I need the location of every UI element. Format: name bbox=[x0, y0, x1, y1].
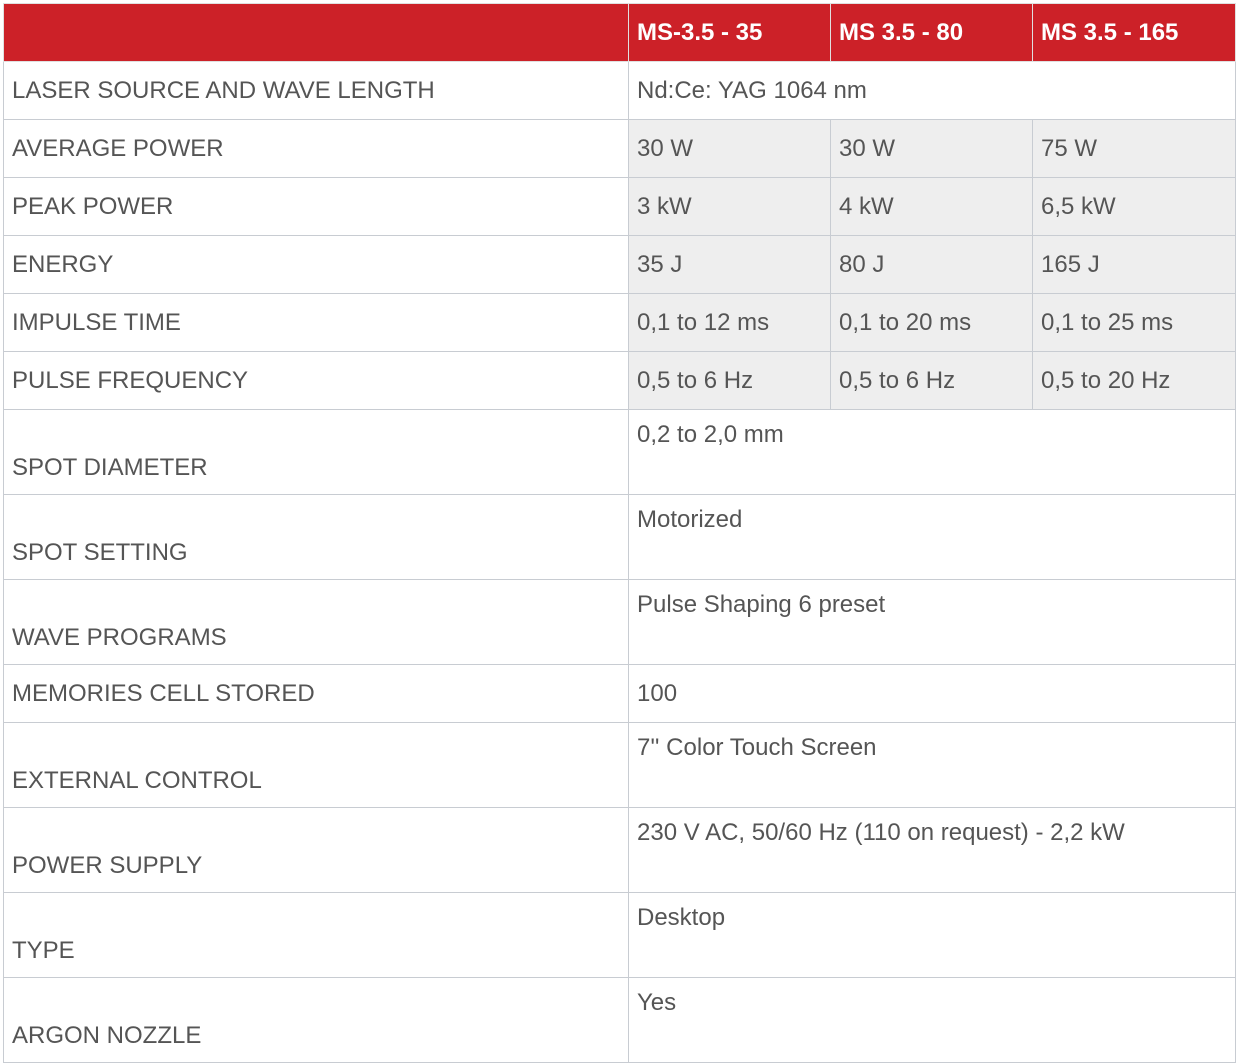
row-value: 165 J bbox=[1033, 236, 1236, 294]
row-power-supply bbox=[4, 808, 1236, 893]
row-value: 30 W bbox=[629, 120, 831, 178]
row-value: 0,5 to 6 Hz bbox=[831, 352, 1033, 410]
row-value: 0,5 to 20 Hz bbox=[1033, 352, 1236, 410]
row-spot-setting bbox=[4, 495, 1236, 580]
row-label: WAVE PROGRAMS bbox=[4, 580, 629, 665]
row-label: AVERAGE POWER bbox=[4, 120, 629, 178]
row-value: 0,2 to 2,0 mm bbox=[629, 410, 1236, 495]
row-impulse-time bbox=[4, 294, 1236, 352]
model-header-ms-3-5-165: MS 3.5 - 165 bbox=[1033, 4, 1236, 62]
header-corner-cell bbox=[4, 4, 629, 62]
row-value: Desktop bbox=[629, 893, 1236, 978]
row-label: ARGON NOZZLE bbox=[4, 978, 629, 1063]
row-value: 4 kW bbox=[831, 178, 1033, 236]
row-value: 35 J bbox=[629, 236, 831, 294]
row-value: 0,1 to 20 ms bbox=[831, 294, 1033, 352]
row-value: 6,5 kW bbox=[1033, 178, 1236, 236]
row-memories-cell-stored bbox=[4, 665, 1236, 723]
row-type bbox=[4, 893, 1236, 978]
row-laser-source bbox=[4, 62, 1236, 120]
row-spot-diameter bbox=[4, 410, 1236, 495]
row-external-control bbox=[4, 723, 1236, 808]
row-label: PEAK POWER bbox=[4, 178, 629, 236]
row-value: 100 bbox=[629, 665, 1236, 723]
row-value: 7'' Color Touch Screen bbox=[629, 723, 1236, 808]
row-energy bbox=[4, 236, 1236, 294]
row-label: ENERGY bbox=[4, 236, 629, 294]
row-pulse-frequency bbox=[4, 352, 1236, 410]
row-value: 0,1 to 12 ms bbox=[629, 294, 831, 352]
model-header-ms-3-5-80: MS 3.5 - 80 bbox=[831, 4, 1033, 62]
row-label: POWER SUPPLY bbox=[4, 808, 629, 893]
row-value: 30 W bbox=[831, 120, 1033, 178]
row-value: Pulse Shaping 6 preset bbox=[629, 580, 1236, 665]
row-label: SPOT DIAMETER bbox=[4, 410, 629, 495]
row-value: 80 J bbox=[831, 236, 1033, 294]
row-label: EXTERNAL CONTROL bbox=[4, 723, 629, 808]
row-label: IMPULSE TIME bbox=[4, 294, 629, 352]
row-wave-programs bbox=[4, 580, 1236, 665]
row-label: TYPE bbox=[4, 893, 629, 978]
row-value: Yes bbox=[629, 978, 1236, 1063]
row-value: 0,5 to 6 Hz bbox=[629, 352, 831, 410]
row-label: MEMORIES CELL STORED bbox=[4, 665, 629, 723]
row-label: PULSE FREQUENCY bbox=[4, 352, 629, 410]
row-value: 3 kW bbox=[629, 178, 831, 236]
model-header-ms-3-5-35: MS-3.5 - 35 bbox=[629, 4, 831, 62]
spec-table bbox=[3, 3, 1236, 1063]
row-value: 75 W bbox=[1033, 120, 1236, 178]
row-label: SPOT SETTING bbox=[4, 495, 629, 580]
header-row bbox=[4, 4, 1236, 62]
row-value: 230 V AC, 50/60 Hz (110 on request) - 2,2 kW bbox=[629, 808, 1236, 893]
row-average-power bbox=[4, 120, 1236, 178]
row-label: LASER SOURCE AND WAVE LENGTH bbox=[4, 62, 629, 120]
row-value: Nd:Ce: YAG 1064 nm bbox=[629, 62, 1236, 120]
row-value: 0,1 to 25 ms bbox=[1033, 294, 1236, 352]
row-peak-power bbox=[4, 178, 1236, 236]
row-argon-nozzle bbox=[4, 978, 1236, 1063]
row-value: Motorized bbox=[629, 495, 1236, 580]
